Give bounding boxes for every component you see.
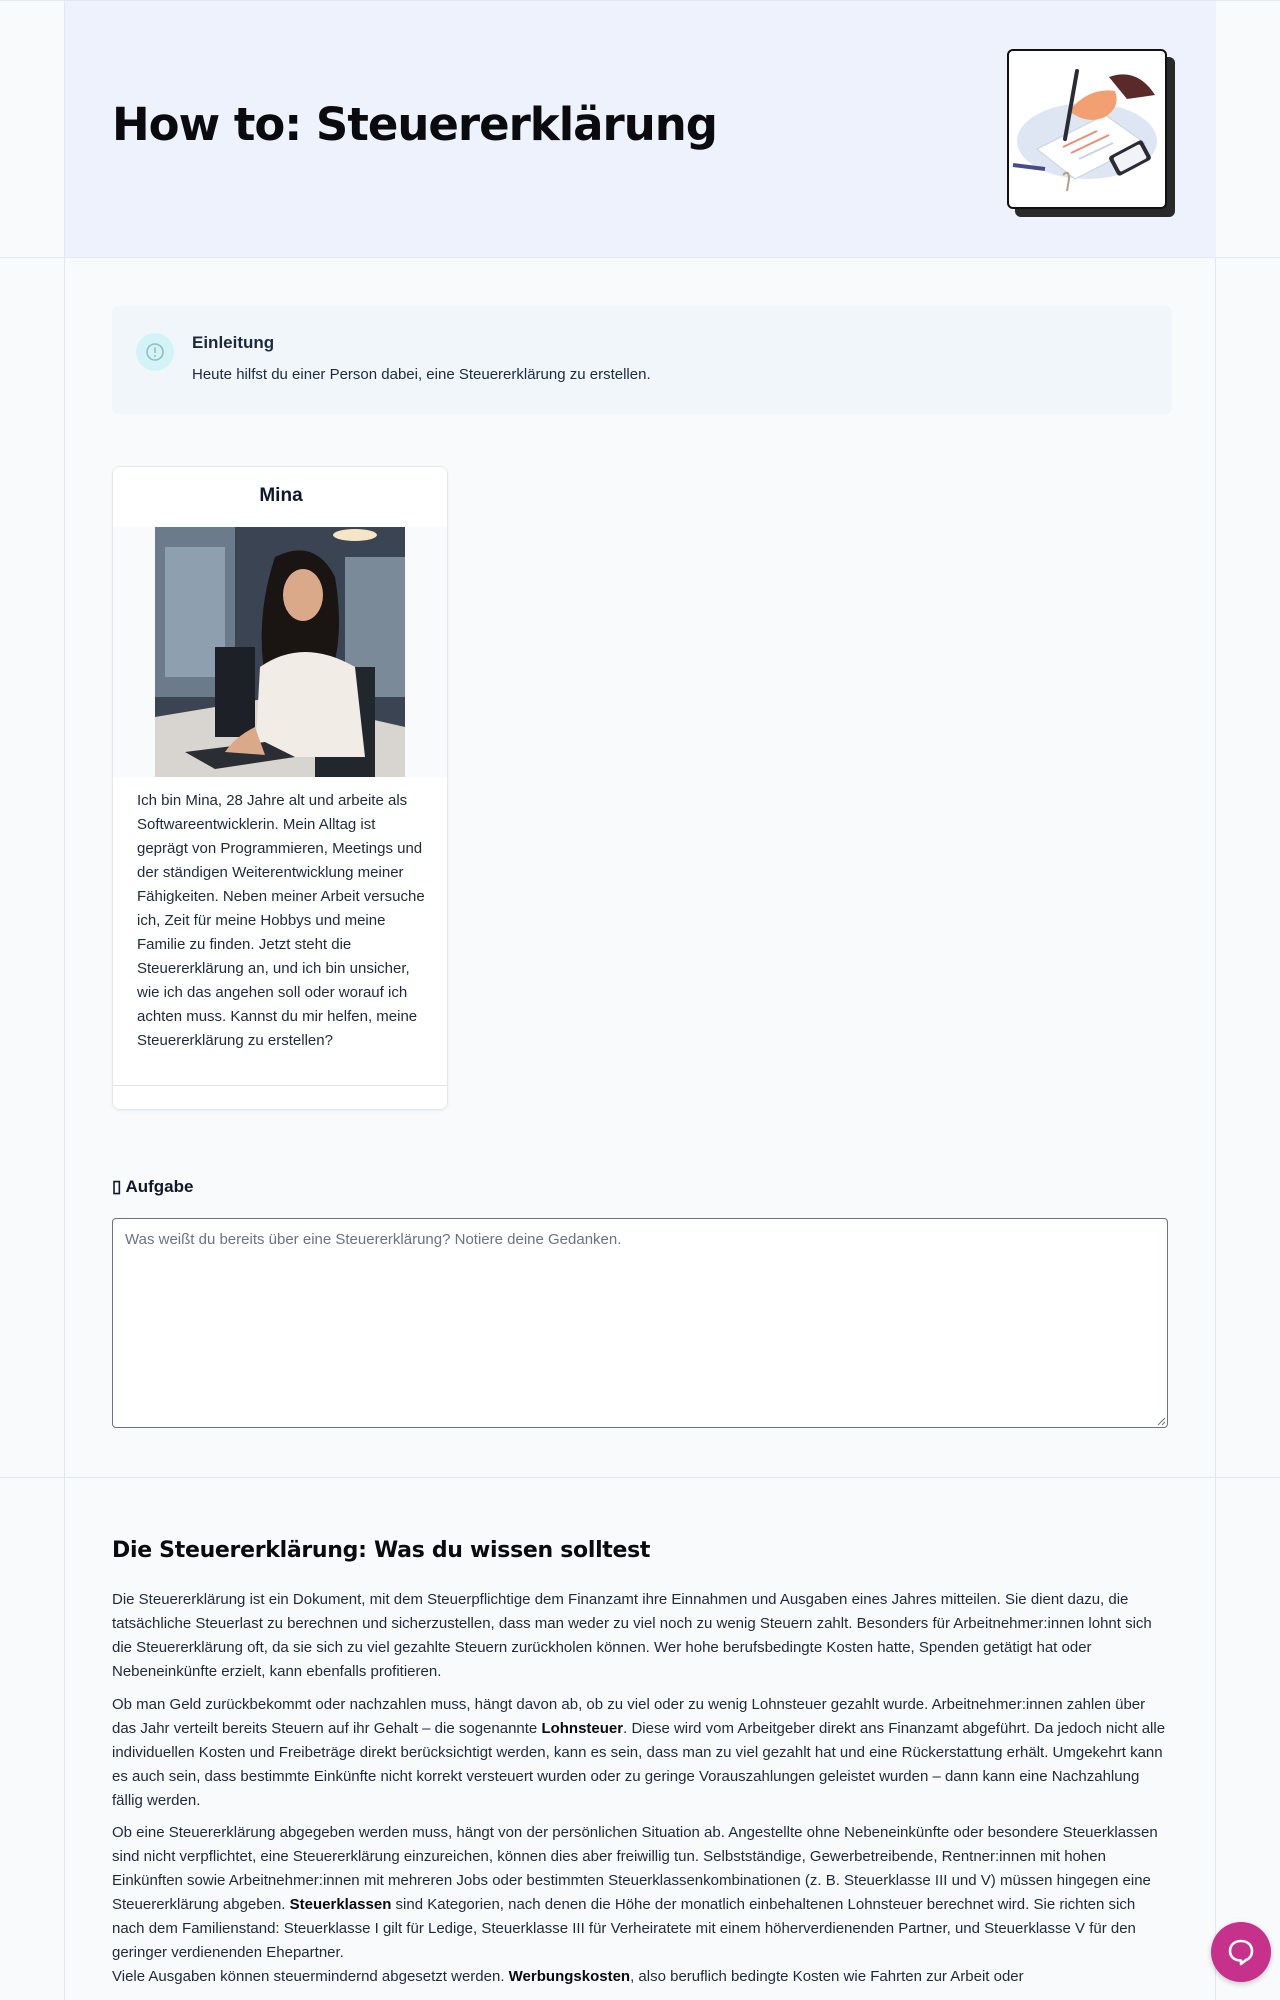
article-paragraph: Ob man Geld zurückbekommt oder nachzahlen muss, hängt davon ab, ob zu viel oder zu wenig Lohnsteuer gezahlt wurde. Arbeitnehmer:innen zahlen über das Jahr verteilt bereits Steuern auf ihr Gehalt – die sogenannte Lohnsteuer. Diese wird vom Arbeitgeber direkt ans Finanzamt abgeführt. Da jedoch nicht alle individuellen Kosten und Freibeträge direkt berücksichtigt werden, kann es sein, dass man zu viel gezahlt hat und eine Rückerstattung erhält. Umgekehrt kann es auch sein, dass bestimmte Einkünfte nicht korrekt versteuert wurden oder zu geringe Vorauszahlungen geleistet wurden – dann kann eine Nachzahlung fällig werden. [112,1696,1166,1809]
task-icon: ▯ [112,1177,122,1196]
article-paragraph: Die Steuererklärung ist ein Dokument, mit dem Steuerpflichtige dem Finanzamt ihre Einnahmen und Ausgaben eines Jahres mitteilen. Sie dient dazu, die tatsächliche Steuerlast zu berechnen und sicherzustellen, dass man weder zu viel noch zu wenig Steuern zahlt. Besonders für Arbeitnehmer:innen lohnt sich die Steuererklärung oft, da sie sich zu viel gezahlte Steuern zurückholen können. Wer hohe berufsbedingte Kosten hatte, Spenden getätigt hat oder Nebeneinkünfte erzielt, kann ebenfalls profitieren. [112,1591,1152,1680]
hand-signing-document-icon [1007,49,1167,209]
info-circle-icon [136,333,174,371]
article-title: Die Steuererklärung: Was du wissen solltest [112,1538,651,1563]
divider [0,257,1280,258]
persona-name: Mina [259,485,303,506]
hero-illustration [1007,49,1175,217]
chat-button[interactable] [1211,1922,1271,1982]
chat-bubble-icon [1226,1937,1256,1967]
persona-bio: Ich bin Mina, 28 Jahre alt und arbeite als Softwareentwicklerin. Mein Alltag ist geprägt von Programmieren, Meetings und der ständigen Weiterentwicklung meiner Fähigkeiten. Neben meiner Arbeit versuche ich, Zeit für meine Hobbys und meine Familie zu finden. Jetzt steht die Steuererklärung an, und ich bin unsicher, wie ich das angehen soll oder worauf ich achten muss. Kannst du mir helfen, meine Steuererklärung zu erstellen? [137,792,425,1049]
intro-text: Heute hilfst du einer Person dabei, eine Steuererklärung zu erstellen. [192,366,651,383]
intro-callout [112,306,1172,414]
task-answer-input[interactable] [112,1218,1168,1428]
persona-card [112,466,448,1110]
intro-title: Einleitung [192,333,275,352]
resize-handle-icon[interactable] [1156,1416,1166,1426]
article-paragraph: Viele Ausgaben können steuermindernd abgesetzt werden. Werbungskosten, also beruflich bedingte Kosten wie Fahrten zur Arbeit oder [112,1968,1024,1985]
divider [0,1477,1280,1478]
article-paragraph: Ob eine Steuererklärung abgegeben werden muss, hängt von der persönlichen Situation ab. Angestellte ohne Nebeneinkünfte oder besondere Steuerklassen sind nicht verpflichtet, eine Steuererklärung einzureichen, können dies aber freiwillig tun. Selbstständige, Gewerbetreibende, Rentner:innen mit hohen Einkünften sowie Arbeitnehmer:innen mit mehreren Jobs oder bestimmten Steuerklassenkombinationen (z. B. Steuerklasse III und V) müssen hingegen eine Steuererklärung abgeben. Steuerklassen sind Kategorien, nach denen die Höhe der monatlich einbehaltenen Lohnsteuer berechnet wird. Sie richten sich nach dem Familienstand: Steuerklasse I gilt für Ledige, Steuerklasse III für Verheiratete mit einem höherverdienenden Partner, und Steuerklasse V für den geringer verdienenden Ehepartner. [112,1824,1158,1961]
page-title: How to: Steuererklärung [112,98,718,151]
task-label: ▯ Aufgabe [112,1177,194,1196]
person-at-laptop-photo [155,527,405,777]
